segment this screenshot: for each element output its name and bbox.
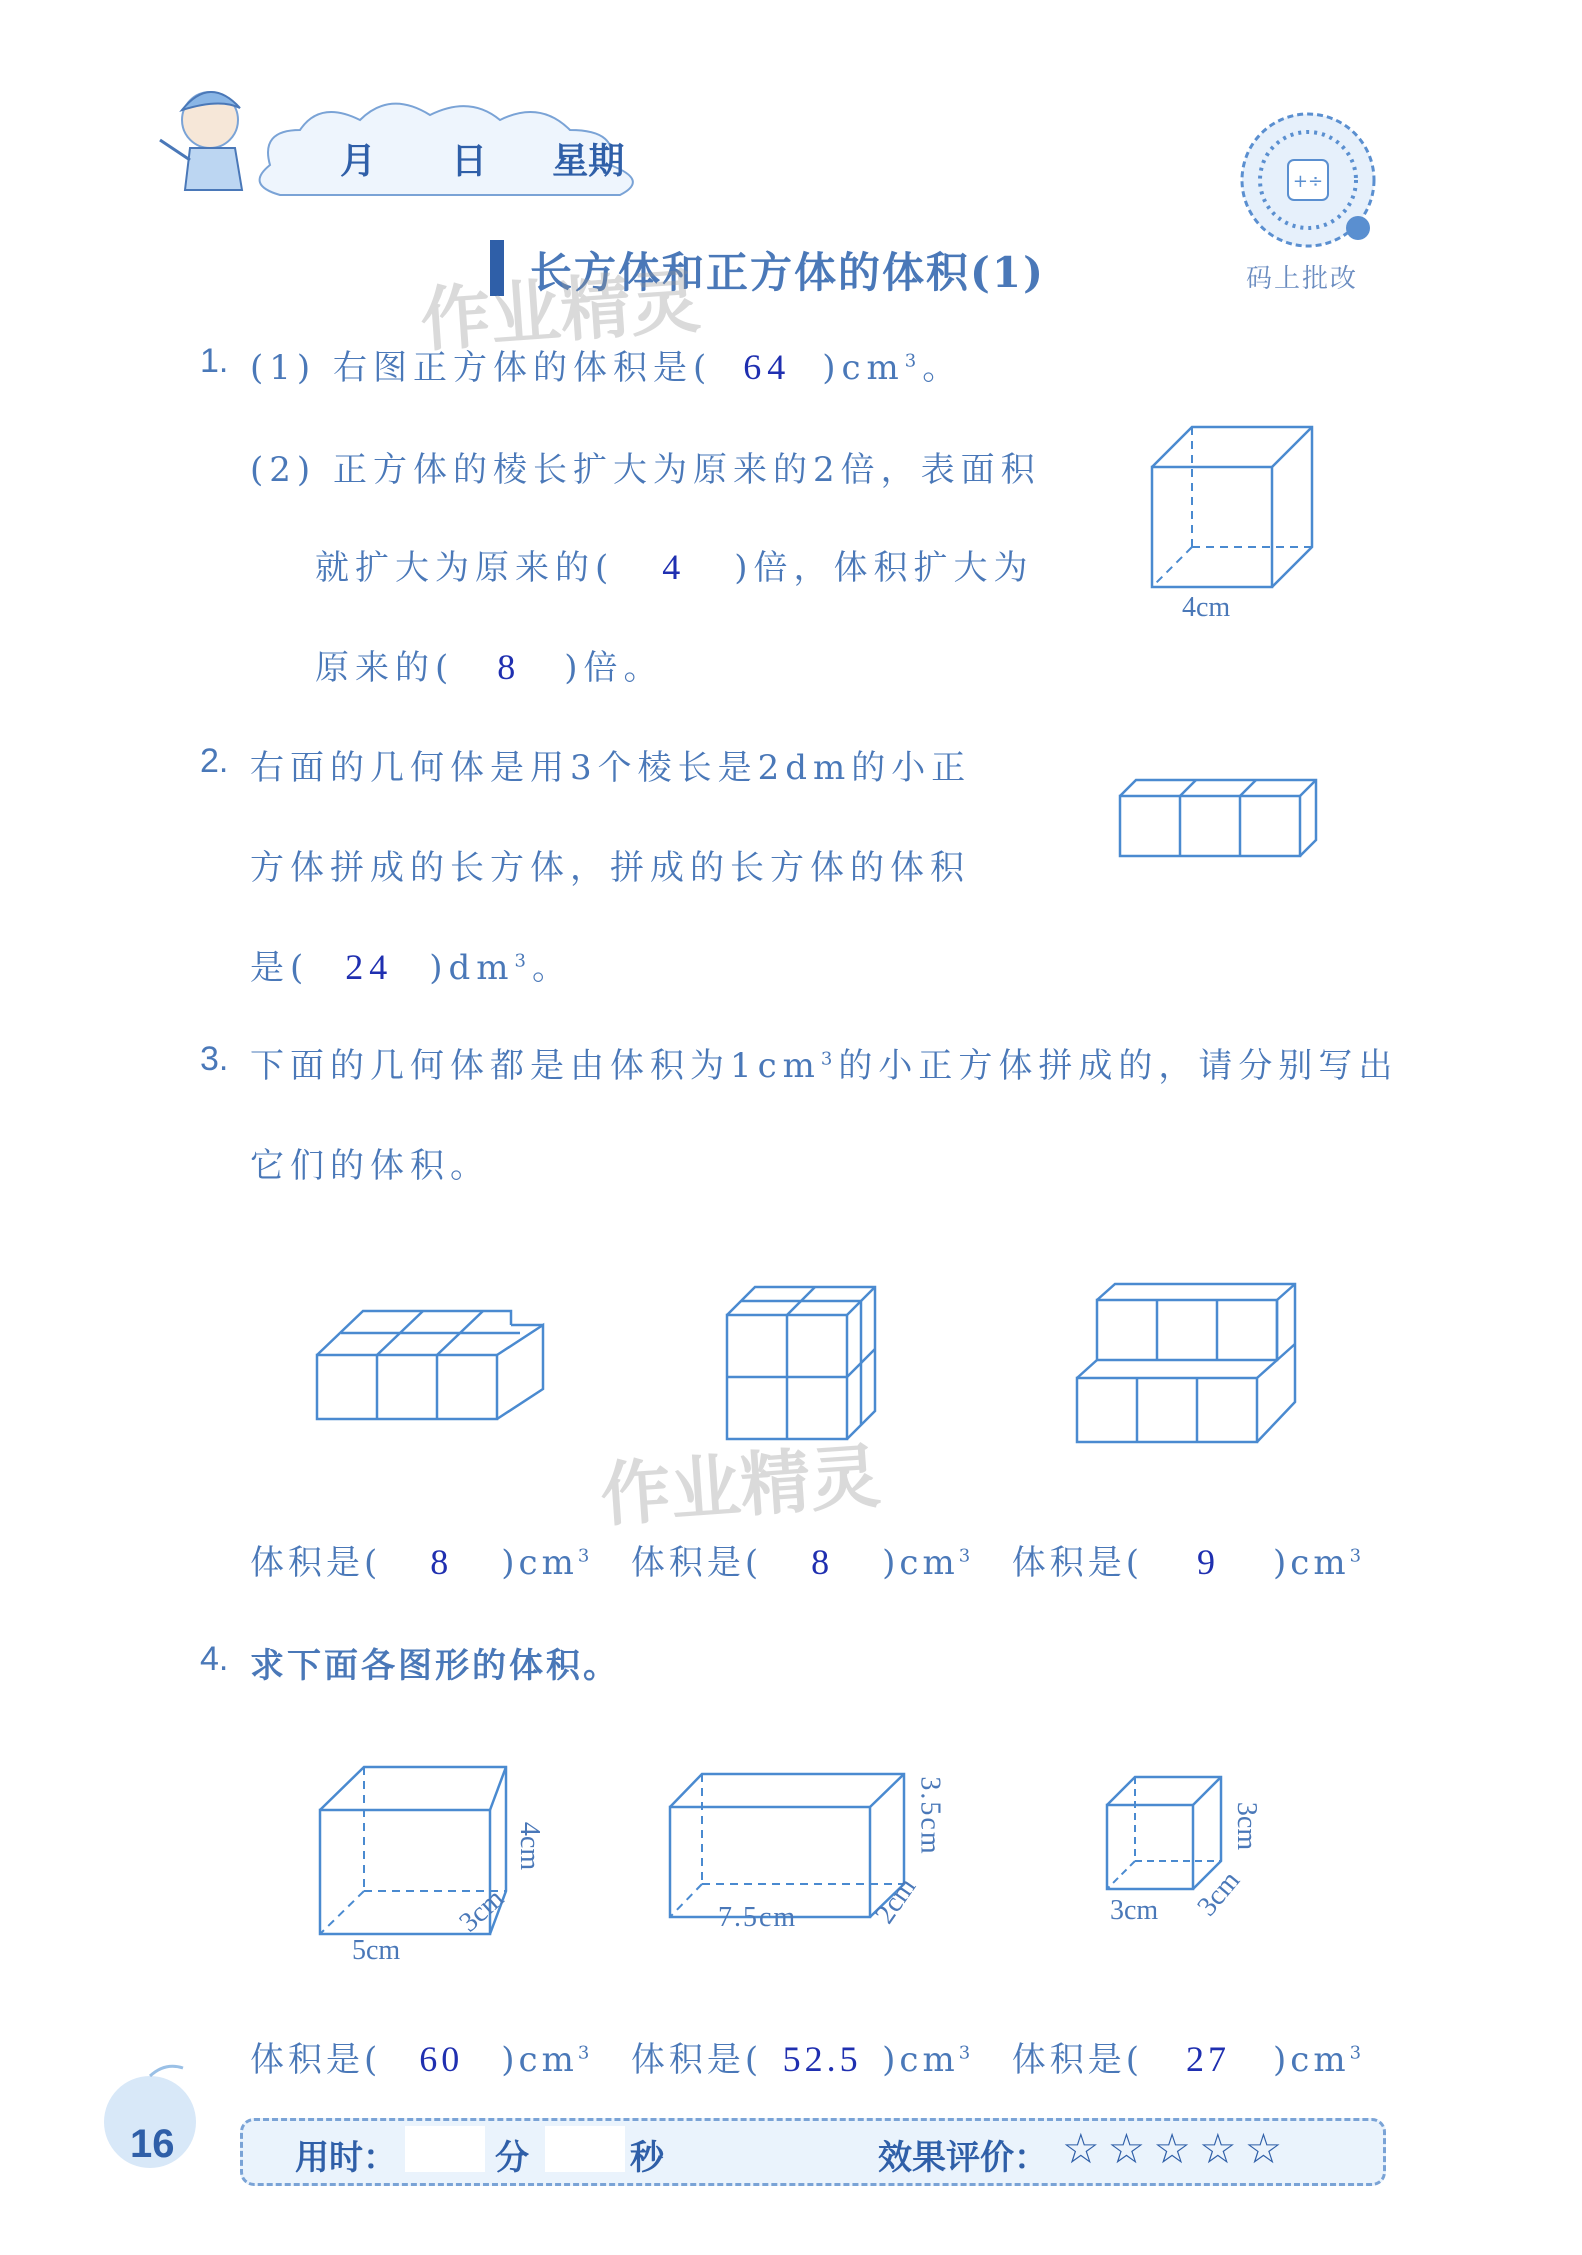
q4-fig2-height: 3.5cm bbox=[914, 1776, 946, 1856]
svg-text:+÷: +÷ bbox=[1292, 171, 1324, 192]
q2-line3: 是( 24 )$dm^3$。 bbox=[250, 947, 572, 988]
q3-figure-3 bbox=[1075, 1282, 1315, 1447]
q3-answer-1[interactable]: 8 bbox=[430, 1542, 453, 1582]
month-label: 月 bbox=[340, 141, 377, 182]
q1-answer-volume[interactable]: 64 bbox=[743, 347, 792, 387]
q4-fig3-height: 3cm bbox=[1231, 1801, 1263, 1851]
q3-line1: 下面的几何体都是由体积为$1cm^3$的小正方体拼成的，请分别写出 bbox=[250, 1046, 1399, 1086]
q4-fig1-length: 5cm bbox=[352, 1935, 401, 1966]
q4-answer-2[interactable]: 52.5 bbox=[782, 2039, 862, 2079]
q4-fig3-width: 3cm bbox=[1191, 1865, 1247, 1923]
q3-figure-2 bbox=[725, 1285, 905, 1445]
q1-part2-line2: 就扩大为原来的( 4 )倍，体积扩大为 bbox=[315, 547, 1034, 588]
q4-fig1-height: 4cm bbox=[514, 1821, 546, 1871]
q1-part1: (1) 右图正方体的体积是( 64 )$cm^3$。 bbox=[250, 347, 963, 388]
q4-fig3-length: 3cm bbox=[1110, 1895, 1159, 1926]
weekday-label: 星期 bbox=[552, 141, 625, 182]
watermark-top: 作业精灵 bbox=[417, 260, 703, 362]
q4-fig2-width: 2cm bbox=[869, 1872, 923, 1930]
footer-rating-label: 效果评价： bbox=[878, 2138, 1048, 2178]
q1-part2-line1: (2) 正方体的棱长扩大为原来的2倍，表面积 bbox=[250, 450, 1041, 490]
cube-figure bbox=[1150, 425, 1330, 625]
q1-number: 1. bbox=[200, 342, 229, 380]
q4-answer-3[interactable]: 27 bbox=[1186, 2039, 1231, 2079]
q4-number: 4. bbox=[200, 1640, 229, 1678]
q3-figure-1 bbox=[315, 1305, 555, 1425]
minutes-input[interactable] bbox=[405, 2126, 485, 2172]
day-label: 日 bbox=[451, 141, 488, 182]
q2-line2: 方体拼成的长方体，拼成的长方体的体积 bbox=[250, 848, 970, 888]
three-cubes-figure bbox=[1118, 778, 1324, 860]
seconds-input[interactable] bbox=[545, 2126, 625, 2172]
q4-answer-1[interactable]: 60 bbox=[419, 2039, 464, 2079]
rating-stars[interactable]: ☆☆☆☆☆ bbox=[1062, 2124, 1291, 2173]
page-number: 16 bbox=[130, 2122, 175, 2166]
q1-answer-surface[interactable]: 4 bbox=[662, 547, 687, 587]
q4-fig2-length: 7.5cm bbox=[718, 1902, 798, 1933]
page-title: 长方体和正方体的体积(1) bbox=[530, 248, 1045, 297]
q1-answer-volume-factor[interactable]: 8 bbox=[497, 647, 522, 687]
q4-answer-row: 体积是( 60 )$cm^3$ 体积是( 52.5 )$cm^3$ 体积是( 27 )$cm^3$ bbox=[250, 2039, 1366, 2080]
q3-answer-3[interactable]: 9 bbox=[1197, 1542, 1220, 1582]
q1-part2-line3: 原来的( 8 )倍。 bbox=[315, 647, 664, 688]
q3-answer-2[interactable]: 8 bbox=[811, 1542, 834, 1582]
qr-caption: 码上批改 bbox=[1246, 264, 1359, 294]
q3-number: 3. bbox=[200, 1040, 229, 1078]
footer-minute-label: 分 bbox=[495, 2138, 529, 2178]
q2-number: 2. bbox=[200, 742, 229, 780]
watermark-middle: 作业精灵 bbox=[597, 1435, 883, 1537]
qr-code[interactable] bbox=[1238, 110, 1378, 250]
q4-fig1-width: 3cm bbox=[453, 1882, 511, 1939]
footer-time-label: 用时： bbox=[295, 2138, 397, 2178]
q4-text: 求下面各图形的体积。 bbox=[250, 1646, 620, 1686]
q2-line1: 右面的几何体是用3个棱长是2dm的小正 bbox=[250, 748, 972, 788]
cube-edge-label: 4cm bbox=[1182, 592, 1231, 623]
q3-line2: 它们的体积。 bbox=[250, 1146, 490, 1186]
q3-answer-row: 体积是( 8 )$cm^3$ 体积是( 8 )$cm^3$ 体积是( 9 )$cm^3$ bbox=[250, 1542, 1366, 1583]
footer-second-label: 秒 bbox=[630, 2138, 664, 2178]
q2-answer[interactable]: 24 bbox=[345, 947, 394, 987]
